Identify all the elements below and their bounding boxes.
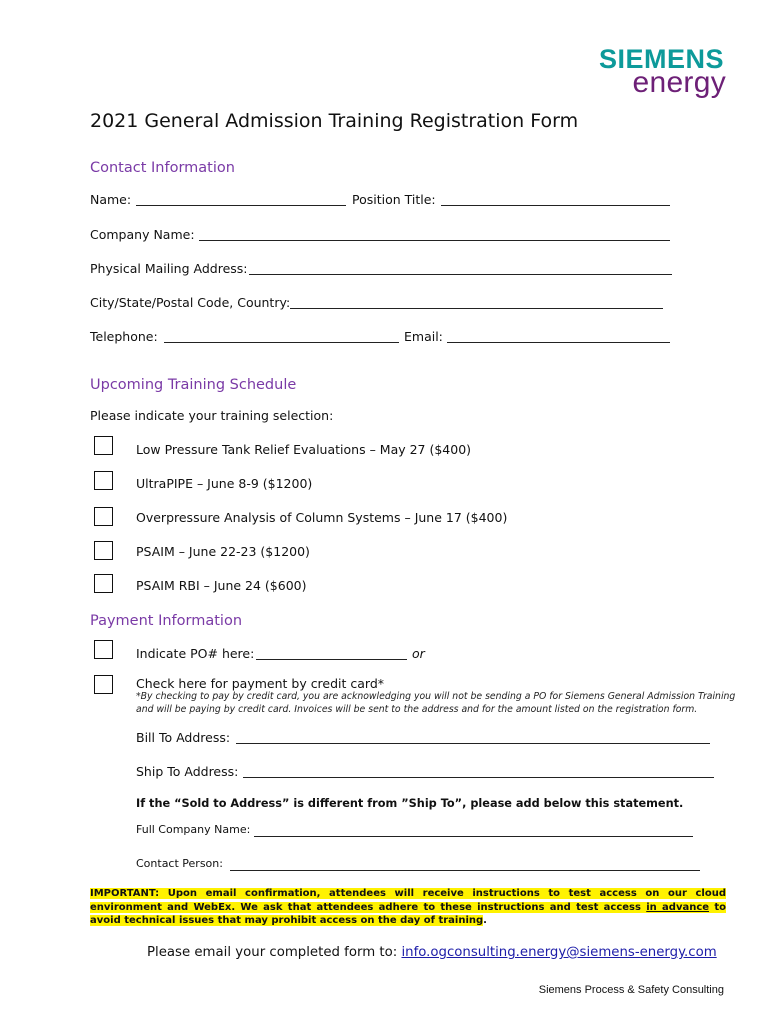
company-label: Company Name: bbox=[90, 227, 195, 242]
training-checkbox-4[interactable] bbox=[94, 541, 113, 560]
ship-to-field[interactable] bbox=[243, 777, 714, 778]
city-field[interactable] bbox=[290, 308, 663, 309]
contact-person-label: Contact Person: bbox=[136, 857, 223, 870]
mailing-field[interactable] bbox=[249, 274, 672, 275]
important-text-2: to avoid technical issues that may prohibit access on the day of training bbox=[90, 901, 726, 926]
siemens-logo-line1: SIEMENS bbox=[598, 44, 724, 74]
footer-text: Siemens Process & Safety Consulting bbox=[538, 984, 724, 996]
po-or-text: or bbox=[412, 646, 425, 661]
company-field[interactable] bbox=[199, 240, 670, 241]
email-prompt-text: Please email your completed form to: bbox=[147, 945, 402, 960]
position-field[interactable] bbox=[441, 205, 670, 206]
contact-person-field[interactable] bbox=[230, 870, 700, 871]
city-label: City/State/Postal Code, Country: bbox=[90, 295, 291, 310]
important-text-3: . bbox=[483, 915, 487, 926]
full-company-label: Full Company Name: bbox=[136, 823, 251, 836]
training-checkbox-1[interactable] bbox=[94, 436, 113, 455]
po-label: Indicate PO# here: bbox=[136, 646, 255, 661]
form-title: 2021 General Admission Training Registration Form bbox=[90, 110, 579, 132]
mailing-label: Physical Mailing Address: bbox=[90, 261, 248, 276]
name-field[interactable] bbox=[136, 205, 346, 206]
full-company-field[interactable] bbox=[254, 836, 693, 837]
email-prompt bbox=[147, 945, 717, 960]
training-option-1: Low Pressure Tank Relief Evaluations – May 27 ($400) bbox=[136, 442, 472, 457]
training-checkbox-3[interactable] bbox=[94, 507, 113, 526]
email-label: Email: bbox=[404, 329, 443, 344]
important-text-1: IMPORTANT: Upon email confirmation, attendees will receive instructions to test access on our cloud environment and WebEx. We ask that attendees adhere to these instructions and test access bbox=[90, 888, 726, 913]
schedule-heading: Upcoming Training Schedule bbox=[90, 377, 297, 393]
training-option-3: Overpressure Analysis of Column Systems – June 17 ($400) bbox=[136, 510, 508, 525]
credit-card-label: Check here for payment by credit card* bbox=[136, 676, 385, 691]
training-checkbox-5[interactable] bbox=[94, 574, 113, 593]
training-option-4: PSAIM – June 22-23 ($1200) bbox=[136, 544, 310, 559]
bill-to-label: Bill To Address: bbox=[136, 730, 231, 745]
training-checkbox-2[interactable] bbox=[94, 471, 113, 490]
credit-card-note-1: *By checking to pay by credit card, you are acknowledging you will not be sending a PO for Siemens General Admission Training bbox=[136, 691, 736, 702]
payment-heading: Payment Information bbox=[90, 613, 243, 629]
credit-card-checkbox[interactable] bbox=[94, 675, 113, 694]
schedule-prompt: Please indicate your training selection: bbox=[90, 408, 334, 423]
telephone-label: Telephone: bbox=[90, 329, 158, 344]
credit-card-note-2: and will be paying by credit card. Invoices will be sent to the address and for the amount listed on the registration form. bbox=[136, 704, 698, 715]
important-notice bbox=[90, 887, 726, 928]
training-option-5: PSAIM RBI – June 24 ($600) bbox=[136, 578, 307, 593]
email-field[interactable] bbox=[447, 342, 670, 343]
position-label: Position Title: bbox=[352, 192, 436, 207]
important-text-underlined: in advance bbox=[646, 901, 710, 913]
energy-logo-line2: energy bbox=[632, 66, 726, 99]
bill-to-field[interactable] bbox=[236, 743, 710, 744]
telephone-field[interactable] bbox=[164, 342, 399, 343]
email-link[interactable]: info.ogconsulting.energy@siemens-energy.com bbox=[401, 945, 717, 960]
name-label: Name: bbox=[90, 192, 132, 207]
training-option-2: UltraPIPE – June 8-9 ($1200) bbox=[136, 476, 313, 491]
po-field[interactable] bbox=[256, 659, 407, 660]
contact-heading: Contact Information bbox=[90, 160, 235, 176]
sold-to-note: If the “Sold to Address” is different from ”Ship To”, please add below this statement. bbox=[136, 797, 684, 810]
po-checkbox[interactable] bbox=[94, 640, 113, 659]
ship-to-label: Ship To Address: bbox=[136, 764, 239, 779]
